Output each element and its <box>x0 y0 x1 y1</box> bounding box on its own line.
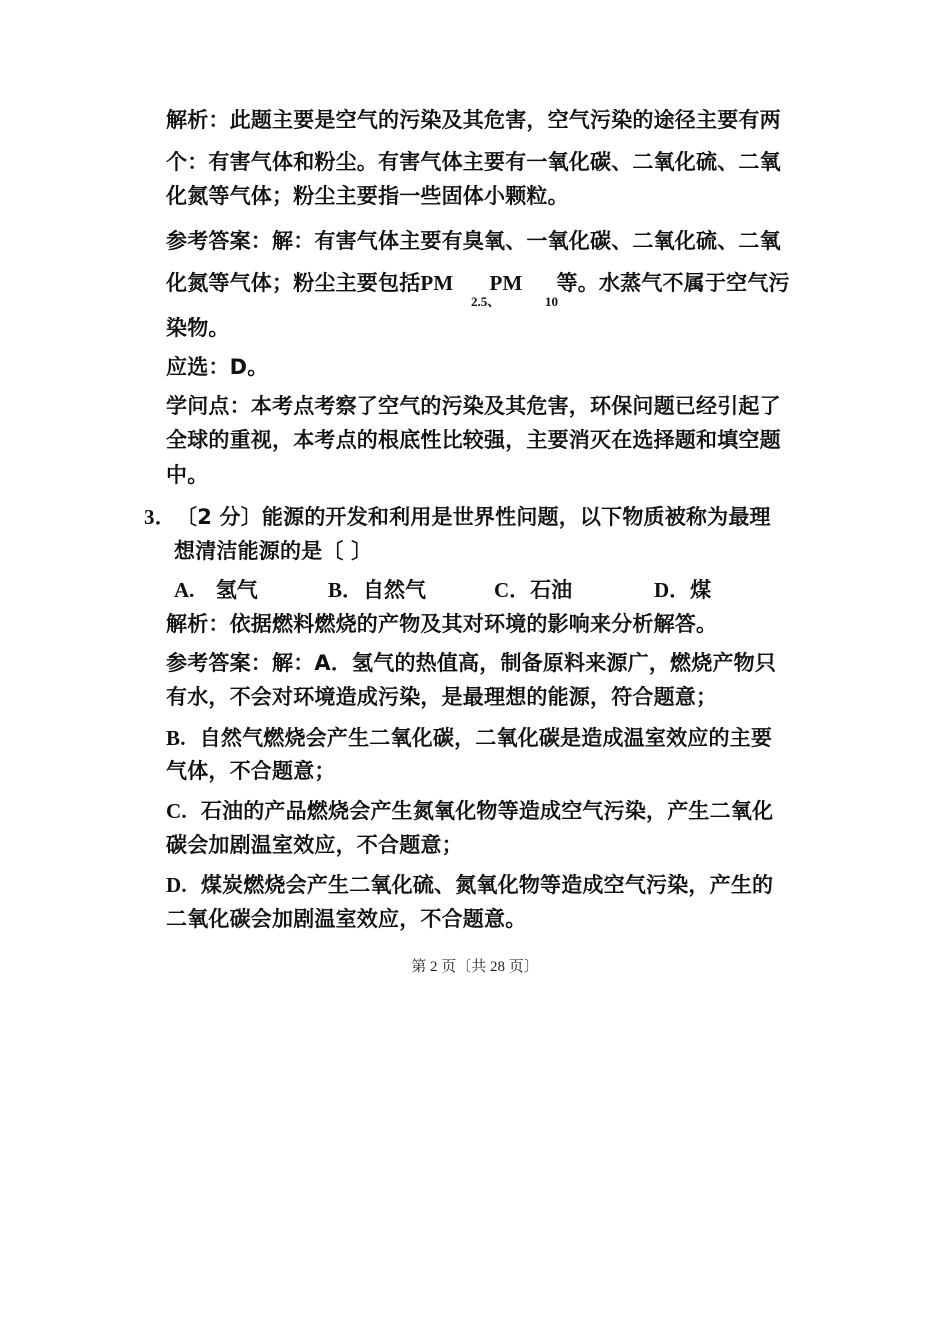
answer-q3-c-label: C. <box>166 799 187 823</box>
analysis-q3-line1: 解析：依据燃料燃烧的产物及其对环境的影响来分析解答。 <box>166 612 718 636</box>
answer-q3-c-text: 石油的产品燃烧会产生氮氧化物等造成空气污染，产生二氧化 <box>200 799 774 823</box>
analysis-q2-line1: 解析：此题主要是空气的污染及其危害，空气污染的途径主要有两 <box>166 108 781 132</box>
answer-q3-b-label: B. <box>166 726 186 750</box>
answer-q3-d-label: D. <box>166 873 187 897</box>
option-b <box>328 576 426 604</box>
option-d-text: 煤 <box>690 578 712 602</box>
question3-line1: 〔2 分〕能源的开发和利用是世界性问题，以下物质被称为最理 <box>176 505 771 529</box>
answer-q3-b-text: 自然气燃烧会产生二氧化碳，二氧化碳是造成温室效应的主要 <box>199 726 773 750</box>
answer-q3-d-text: 煤炭燃烧会产生二氧化硫、氮氧化物等造成空气污染，产生的 <box>200 873 774 897</box>
pm10-subscript: 10 <box>545 294 558 309</box>
answer-q3-b-line2: 气体，不合题意； <box>166 759 336 783</box>
option-c <box>494 576 572 604</box>
answer-q2-line2 <box>166 269 790 297</box>
answer-q2-choice: 应选：D。 <box>166 355 269 379</box>
question3-number: 3． <box>144 505 176 529</box>
option-b-letter: B． <box>328 578 364 602</box>
answer-q3-d-line2: 二氧化碳会加剧温室效应，不合题意。 <box>166 907 527 931</box>
page-footer: 第 2 页〔共 28 页〕 <box>411 959 539 975</box>
answer-q3-b-line1 <box>166 724 772 752</box>
analysis-q2-line2: 个：有害气体和粉尘。有害气体主要有一氧化碳、二氧化硫、二氧 <box>166 150 781 174</box>
answer-q3-c-line2: 碳会加剧温室效应，不合题意； <box>166 833 463 857</box>
answer-q3-line2: 有水，不会对环境造成污染，是最理想的能源，符合题意； <box>166 685 718 709</box>
knowledge-q2-line1: 学问点：本考点考察了空气的污染及其危害，环保问题已经引起了 <box>166 394 781 418</box>
pm25-subscript: 2.5、 <box>471 294 501 309</box>
option-d-letter: D． <box>654 578 691 602</box>
knowledge-q2-line2: 全球的重视，本考点的根底性比较强，主要消灭在选择题和填空题 <box>166 428 781 452</box>
answer-q3-d-line1 <box>166 871 773 899</box>
answer-q3-c-line1 <box>166 797 773 825</box>
pm10-label: PM <box>489 271 523 295</box>
option-d <box>654 576 711 604</box>
option-c-text: 石油 <box>530 578 573 602</box>
answer-q3-line1: 参考答案：解：A．氢气的热值高，制备原料来源广，燃烧产物只 <box>166 651 777 675</box>
option-b-text: 自然气 <box>363 578 427 602</box>
option-a <box>174 576 258 604</box>
option-a-letter: A. <box>174 578 195 602</box>
answer-q2-line2-a: 化氮等气体；粉尘主要包括 <box>166 271 421 295</box>
question3-line2: 想清洁能源的是〔 〕 <box>174 539 373 563</box>
answer-q2-line3: 染物。 <box>166 316 230 340</box>
answer-q2-line2-b: 等。水蒸气不属于空气污 <box>556 271 790 295</box>
knowledge-q2-line3: 中。 <box>166 463 209 487</box>
option-a-text: 氢气 <box>215 578 258 602</box>
option-c-letter: C． <box>494 578 531 602</box>
pm25-label: PM <box>420 271 454 295</box>
answer-q2-line1: 参考答案：解：有害气体主要有臭氧、一氧化碳、二氧化硫、二氧 <box>166 229 781 253</box>
analysis-q2-line3: 化氮等气体；粉尘主要指一些固体小颗粒。 <box>166 184 569 208</box>
